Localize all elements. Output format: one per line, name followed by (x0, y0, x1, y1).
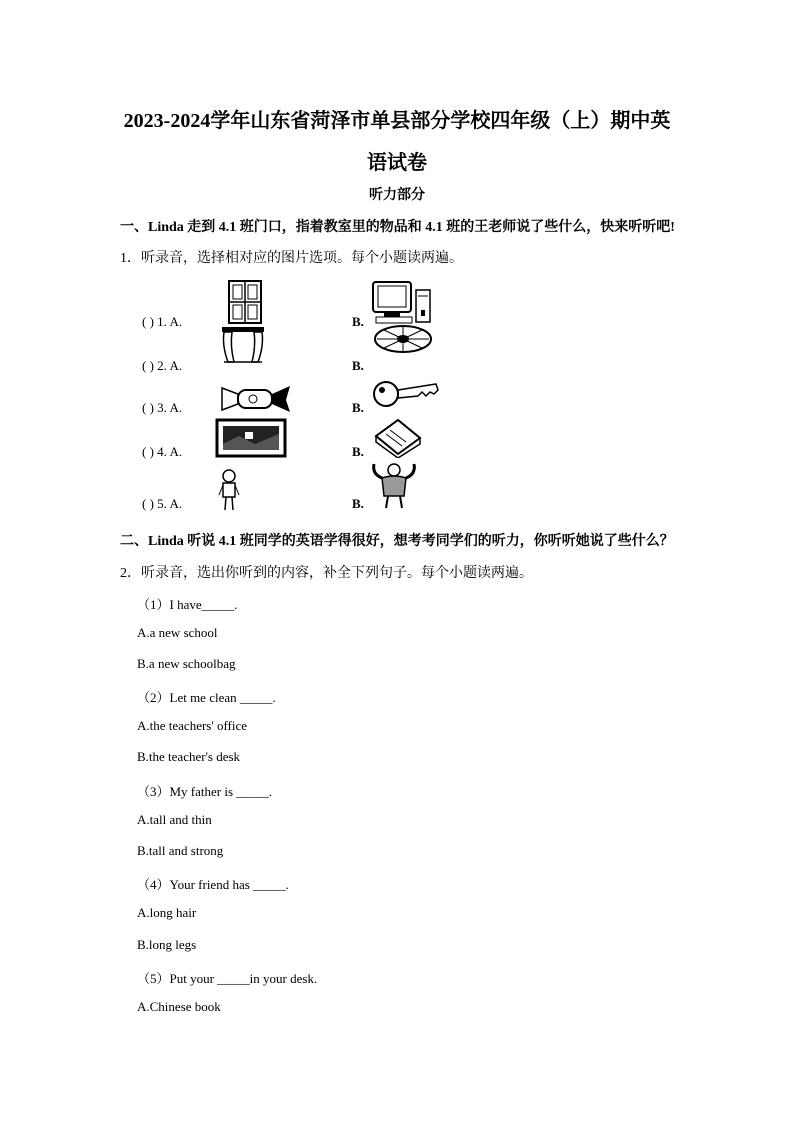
row-label: ( ) 5. A. (142, 496, 183, 511)
option-b-label: B. (352, 314, 364, 329)
candy-icon (220, 380, 292, 416)
fan-icon (372, 324, 434, 356)
item-4-option-b: B.long legs (137, 937, 197, 952)
item-4-stem: （4）Your friend has _____. (137, 877, 289, 892)
window-icon (227, 280, 263, 326)
item-1-stem: （1）I have_____. (137, 597, 238, 612)
section-subtitle: 听力部分 (369, 188, 425, 203)
item-4-option-a: A.long hair (137, 905, 197, 920)
picture-row-1 (120, 282, 540, 328)
row-label: ( ) 3. A. (142, 400, 183, 415)
document-title-line2: 语试卷 (367, 152, 427, 174)
row-label: ( ) 2. A. (142, 358, 183, 373)
item-5-option-a: A.Chinese book (137, 999, 221, 1014)
picture-row-5 (120, 462, 540, 511)
question1-instruction: 1．听录音，选择相对应的图片选项。每个小题读两遍。 (120, 251, 463, 266)
section1-heading: 一、Linda 走到 4.1 班门口，指着教室里的物品和 4.1 班的王老师说了些什么，快来听听吧! (120, 220, 675, 235)
boy-icon (218, 468, 240, 512)
item-3-option-a: A.tall and thin (137, 812, 212, 827)
option-b-label: B. (352, 400, 364, 415)
document-title-line1: 2023-2024学年山东省菏泽市单县部分学校四年级（上）期中英 (123, 110, 671, 132)
item-2-option-b: B.the teacher's desk (137, 749, 241, 764)
option-b-label: B. (352, 444, 364, 459)
option-b-label: B. (352, 358, 364, 373)
picture-icon (215, 418, 287, 458)
question2-instruction: 2．听录音，选出你听到的内容，补全下列句子。每个小题读两遍。 (120, 566, 533, 581)
section2-heading: 二、Linda 听说 4.1 班同学的英语学得很好，想考考同学们的听力，你听听她说了些什么？ (120, 534, 674, 549)
strong-man-icon (370, 460, 418, 510)
item-1-option-b: B.a new schoolbag (137, 656, 236, 671)
item-3-option-b: B.tall and strong (137, 843, 224, 858)
curtain-icon (220, 326, 266, 366)
computer-icon (370, 280, 436, 326)
option-b-label: B. (352, 496, 364, 511)
item-5-stem: （5）Put your _____in your desk. (137, 971, 318, 986)
key-icon (372, 374, 440, 416)
item-3-stem: （3）My father is _____. (137, 784, 273, 799)
item-2-stem: （2）Let me clean _____. (137, 690, 276, 705)
picture-row-2 (120, 328, 540, 374)
notebook-icon (372, 416, 424, 458)
item-2-option-a: A.the teachers' office (137, 718, 248, 733)
row-label: ( ) 4. A. (142, 444, 183, 459)
picture-row-3 (120, 374, 540, 420)
row-label: ( ) 1. A. (142, 314, 183, 329)
picture-row-4 (120, 418, 540, 464)
item-1-option-a: A.a new school (137, 625, 218, 640)
